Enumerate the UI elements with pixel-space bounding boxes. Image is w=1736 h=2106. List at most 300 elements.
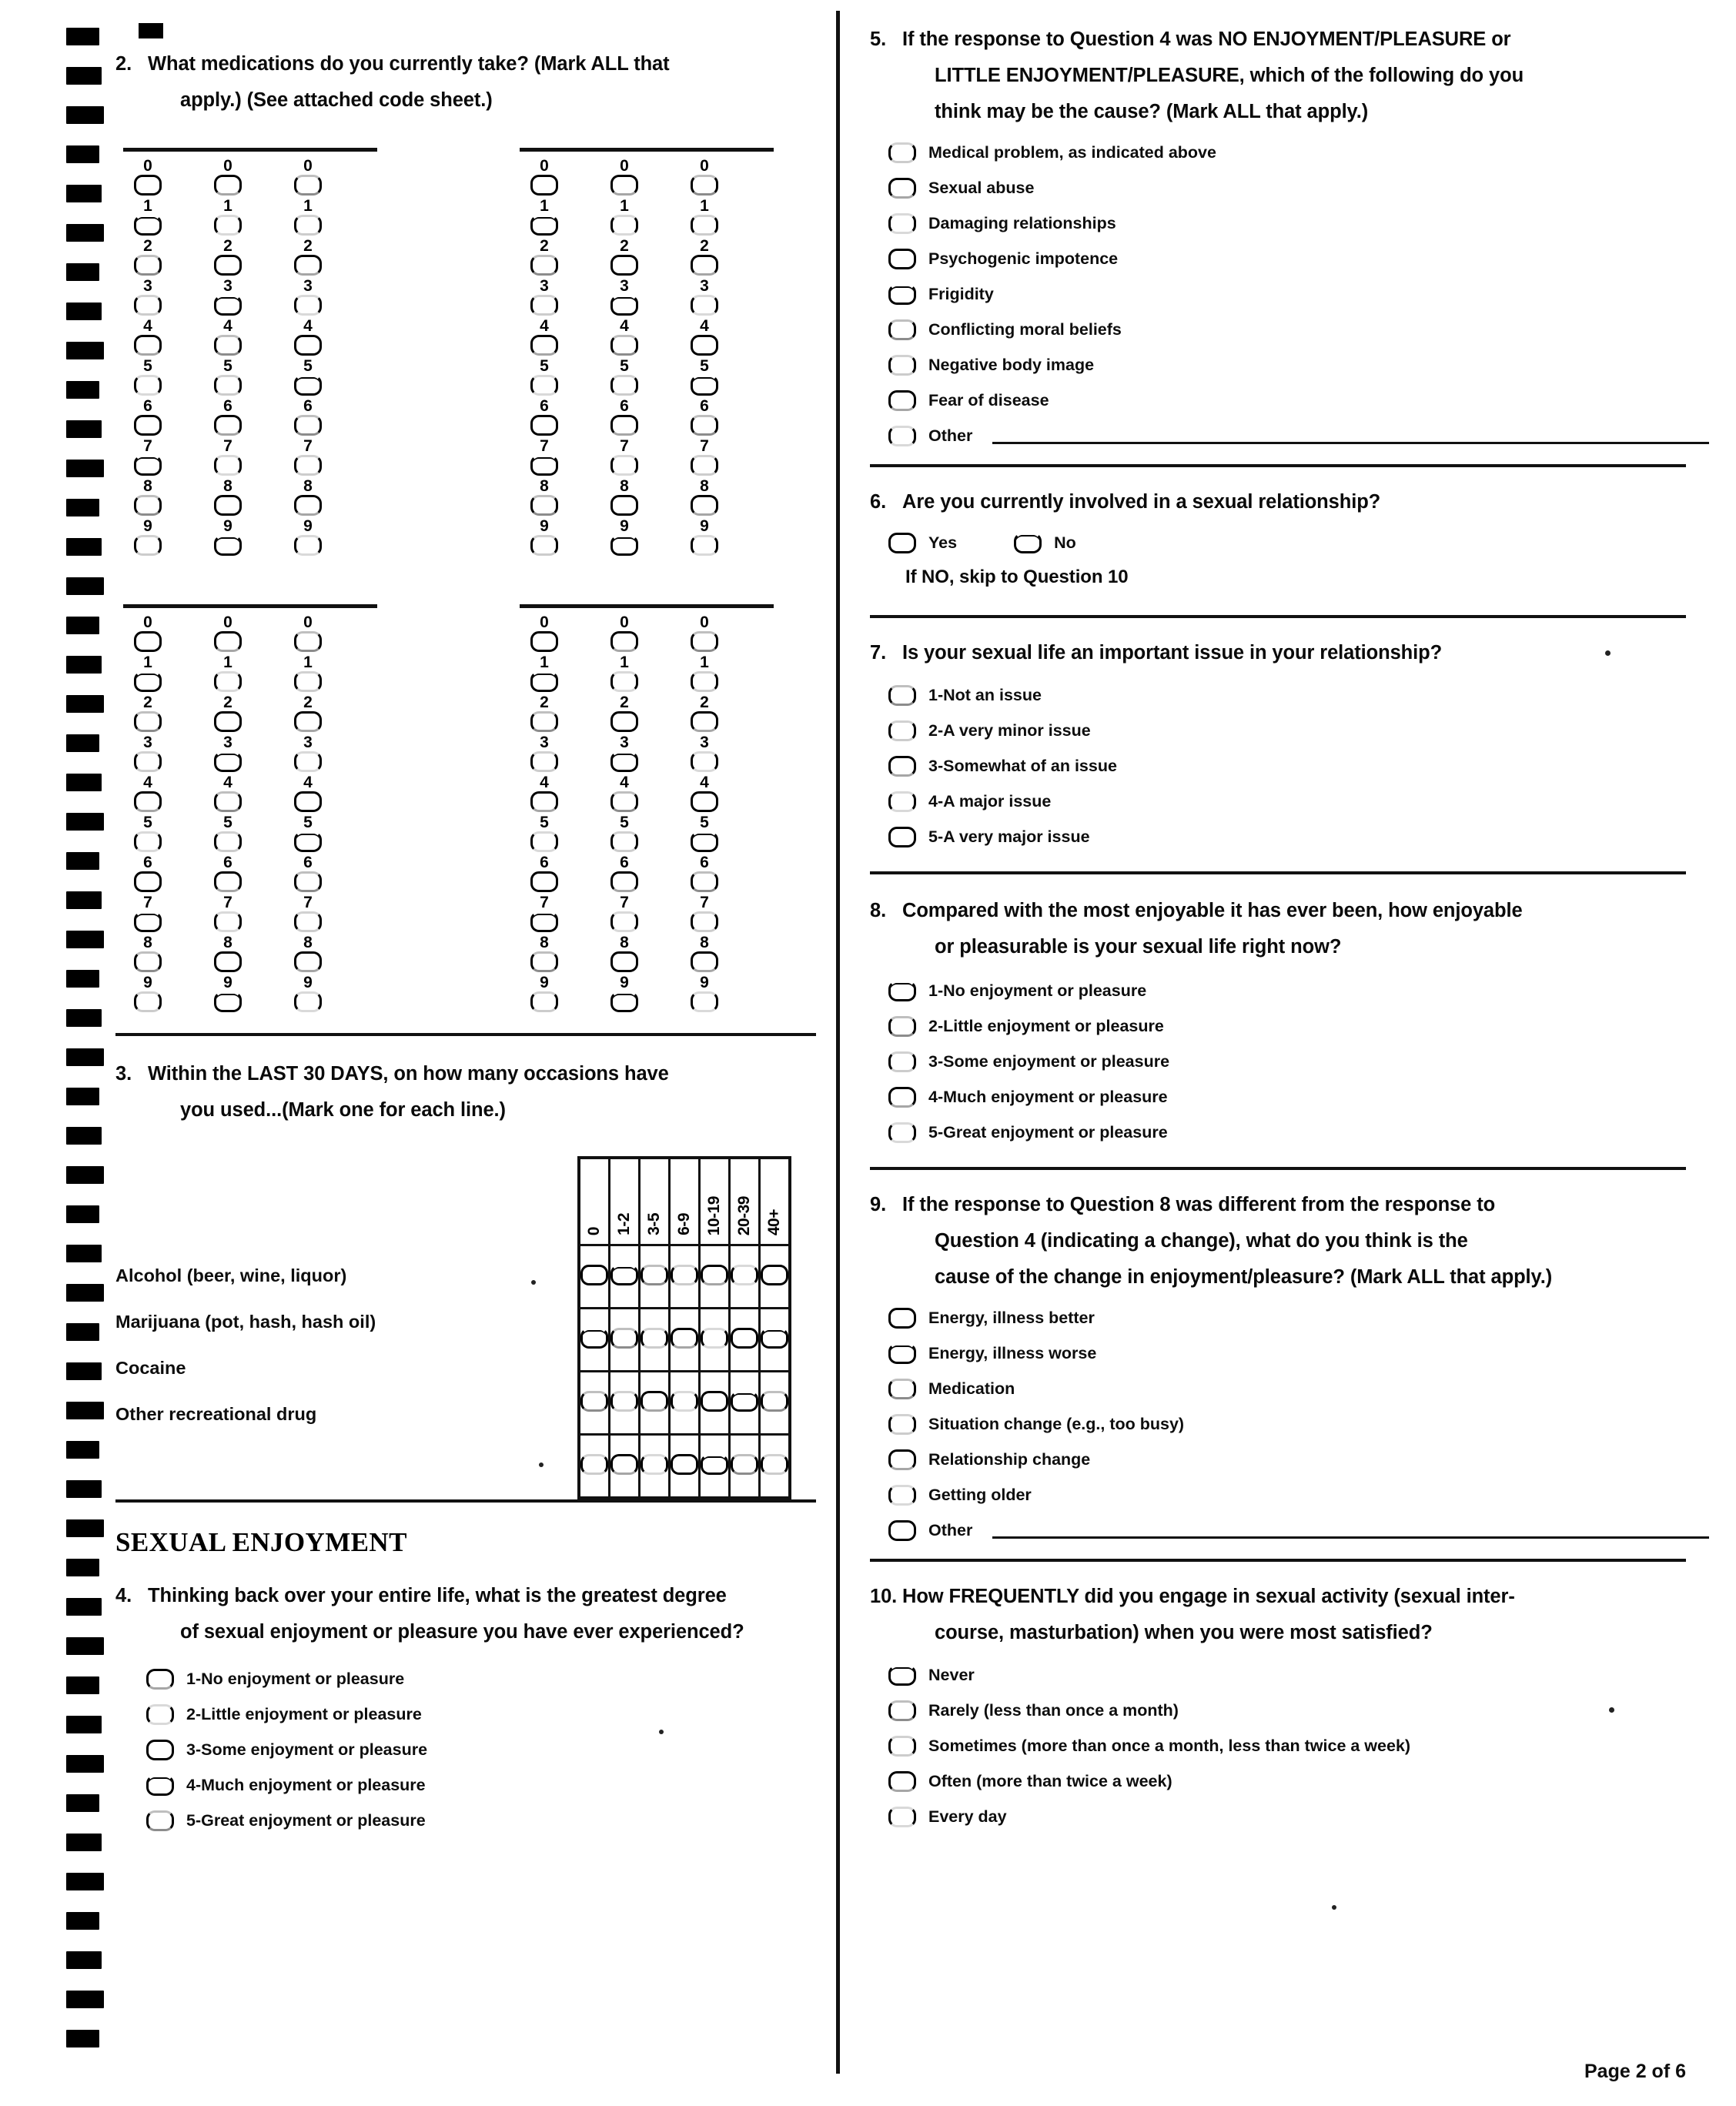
- question-8-option-bubble-5[interactable]: [888, 1122, 916, 1143]
- question-9-option-2[interactable]: [888, 1342, 1709, 1365]
- question-5-option-4[interactable]: [888, 247, 1709, 270]
- frequency-cell[interactable]: [700, 1372, 730, 1435]
- bubble-digit-6[interactable]: [691, 871, 718, 892]
- question-10-option-bubble-3[interactable]: [888, 1736, 916, 1757]
- bubble-digit-8[interactable]: [294, 951, 322, 972]
- question-9-option-5[interactable]: [888, 1448, 1709, 1471]
- bubble-digit-label: 3: [223, 277, 232, 295]
- bubble-digit-3[interactable]: [530, 751, 558, 772]
- question-9-option-bubble-6[interactable]: [888, 1485, 916, 1506]
- bubble-digit-3[interactable]: [214, 295, 242, 316]
- bubble-digit-6[interactable]: [610, 415, 638, 436]
- bubble-digit-4[interactable]: [134, 335, 162, 356]
- question-5-option-7[interactable]: [888, 353, 1709, 376]
- frequency-bubble[interactable]: [761, 1328, 788, 1349]
- question-5-option-8[interactable]: [888, 389, 1709, 412]
- question-5-option-label-9: Other: [928, 426, 973, 445]
- question-10-line-2: course, masturbation) when you were most satisfied?: [935, 1622, 1433, 1643]
- bubble-digit-label: 2: [700, 694, 709, 711]
- separator-after-q2: [115, 1033, 816, 1036]
- frequency-cell[interactable]: [760, 1245, 791, 1309]
- bubble-digit-9[interactable]: [294, 535, 322, 556]
- bubble-digit-8[interactable]: [214, 495, 242, 516]
- bubble-digit-2[interactable]: [214, 711, 242, 732]
- bubble-digit-8[interactable]: [530, 495, 558, 516]
- bubble-digit-label: 0: [223, 613, 232, 631]
- frequency-bubble[interactable]: [580, 1454, 608, 1475]
- question-4-option-bubble-1[interactable]: [146, 1669, 174, 1690]
- bubble-digit-6[interactable]: [134, 415, 162, 436]
- question-7-option-bubble-4[interactable]: [888, 791, 916, 812]
- bubble-digit-0[interactable]: [214, 631, 242, 652]
- bubble-digit-label: 1: [540, 654, 549, 671]
- question-10-option-1[interactable]: [888, 1663, 1709, 1686]
- bubble-digit-1[interactable]: [610, 671, 638, 692]
- frequency-bubble[interactable]: [641, 1265, 668, 1285]
- bubble-digit-1[interactable]: [214, 671, 242, 692]
- question-7-option-bubble-2[interactable]: [888, 720, 916, 741]
- bubble-digit-8[interactable]: [610, 495, 638, 516]
- frequency-bubble[interactable]: [580, 1328, 608, 1349]
- question-5-option-1[interactable]: [888, 141, 1709, 164]
- bubble-digit-8[interactable]: [691, 495, 718, 516]
- frequency-cell[interactable]: [640, 1309, 670, 1372]
- bubble-digit-4[interactable]: [134, 791, 162, 812]
- bubble-digit-3[interactable]: [294, 295, 322, 316]
- bubble-digit-7[interactable]: [134, 911, 162, 932]
- question-9-option-bubble-7[interactable]: [888, 1520, 916, 1541]
- bubble-digit-2[interactable]: [134, 255, 162, 276]
- frequency-cell[interactable]: [579, 1372, 610, 1435]
- question-5-option-5[interactable]: [888, 282, 1709, 306]
- question-8-option-bubble-3[interactable]: [888, 1051, 916, 1072]
- question-9-option-7[interactable]: [888, 1519, 1709, 1542]
- timing-mark: [66, 695, 104, 713]
- question-6-option-1[interactable]: [888, 531, 957, 554]
- bubble-digit-9[interactable]: [610, 991, 638, 1012]
- question-7-option-5[interactable]: [888, 825, 1709, 848]
- question-5-option-9[interactable]: [888, 424, 1709, 447]
- bubble-digit-6[interactable]: [530, 871, 558, 892]
- question-5-option-bubble-1[interactable]: [888, 142, 916, 163]
- bubble-digit-3[interactable]: [134, 751, 162, 772]
- question-8-option-2[interactable]: [888, 1015, 1709, 1038]
- frequency-cell[interactable]: [610, 1372, 640, 1435]
- question-7-option-2[interactable]: [888, 719, 1709, 742]
- question-10-option-bubble-1[interactable]: [888, 1665, 916, 1686]
- frequency-bubble[interactable]: [701, 1265, 728, 1285]
- bubble-digit-0[interactable]: [610, 631, 638, 652]
- frequency-cell[interactable]: [579, 1435, 610, 1499]
- timing-mark: [66, 1951, 102, 1969]
- bubble-digit-6[interactable]: [294, 415, 322, 436]
- frequency-bubble[interactable]: [701, 1328, 728, 1349]
- question-6-option-bubble-2[interactable]: [1014, 533, 1042, 553]
- bubble-digit-4[interactable]: [530, 791, 558, 812]
- bubble-digit-6[interactable]: [530, 415, 558, 436]
- bubble-digit-4[interactable]: [691, 791, 718, 812]
- bubble-digit-3[interactable]: [691, 295, 718, 316]
- frequency-cell[interactable]: [610, 1435, 640, 1499]
- question-9-option-bubble-5[interactable]: [888, 1449, 916, 1470]
- bubble-digit-9[interactable]: [691, 535, 718, 556]
- question-10-option-2[interactable]: [888, 1699, 1709, 1722]
- bubble-digit-7[interactable]: [691, 455, 718, 476]
- frequency-cell[interactable]: [610, 1309, 640, 1372]
- question-9-option-bubble-3[interactable]: [888, 1379, 916, 1399]
- frequency-cell[interactable]: [700, 1309, 730, 1372]
- bubble-digit-5[interactable]: [214, 831, 242, 852]
- frequency-cell[interactable]: [670, 1309, 700, 1372]
- frequency-bubble[interactable]: [671, 1391, 698, 1412]
- frequency-column-header: [640, 1158, 670, 1245]
- frequency-bubble[interactable]: [610, 1391, 638, 1412]
- question-5-option-2[interactable]: [888, 176, 1709, 199]
- bubble-digit-1[interactable]: [691, 671, 718, 692]
- bubble-digit-7[interactable]: [610, 911, 638, 932]
- frequency-bubble[interactable]: [610, 1328, 638, 1349]
- question-4-option-5[interactable]: [146, 1809, 824, 1832]
- bubble-digit-1[interactable]: [294, 671, 322, 692]
- frequency-cell[interactable]: [730, 1435, 760, 1499]
- bubble-digit-6[interactable]: [134, 871, 162, 892]
- question-6-option-2[interactable]: [1014, 531, 1076, 554]
- bubble-digit-label: 8: [143, 934, 152, 951]
- bubble-digit-6[interactable]: [214, 415, 242, 436]
- frequency-bubble[interactable]: [761, 1454, 788, 1475]
- bubble-digit-7[interactable]: [214, 911, 242, 932]
- question-10-option-bubble-5[interactable]: [888, 1807, 916, 1827]
- question-8-option-4[interactable]: [888, 1085, 1709, 1108]
- question-7-options: [888, 684, 1709, 848]
- timing-mark: [66, 420, 102, 438]
- bubble-digit-2[interactable]: [530, 255, 558, 276]
- question-6-option-label-2: No: [1054, 533, 1076, 552]
- frequency-cell[interactable]: [670, 1435, 700, 1499]
- bubble-digit-label: 2: [143, 694, 152, 711]
- frequency-bubble[interactable]: [671, 1328, 698, 1349]
- frequency-cell[interactable]: [640, 1245, 670, 1309]
- frequency-column-header: [579, 1158, 610, 1245]
- bubble-digit-9[interactable]: [530, 535, 558, 556]
- bubble-digit-0[interactable]: [691, 175, 718, 196]
- question-4-option-bubble-5[interactable]: [146, 1810, 174, 1831]
- question-7-option-1[interactable]: [888, 684, 1709, 707]
- bubble-digit-0[interactable]: [294, 631, 322, 652]
- frequency-bubble[interactable]: [671, 1265, 698, 1285]
- bubble-digit-label: 7: [223, 437, 232, 455]
- bubble-digit-0[interactable]: [530, 631, 558, 652]
- bubble-digit-8[interactable]: [294, 495, 322, 516]
- bubble-digit-4[interactable]: [294, 791, 322, 812]
- question-9-options: [888, 1306, 1709, 1542]
- bubble-digit-1[interactable]: [691, 215, 718, 236]
- bubble-digit-9[interactable]: [691, 991, 718, 1012]
- question-8-option-bubble-2[interactable]: [888, 1016, 916, 1037]
- other-write-in-line[interactable]: [992, 442, 1709, 444]
- bubble-digit-9[interactable]: [530, 991, 558, 1012]
- question-9-option-3[interactable]: [888, 1377, 1709, 1400]
- bubble-digit-label: 9: [223, 974, 232, 991]
- bubble-digit-5[interactable]: [294, 375, 322, 396]
- bubble-digit-5[interactable]: [214, 375, 242, 396]
- bubble-digit-4[interactable]: [610, 335, 638, 356]
- q2-grid-row-bottom: [115, 604, 824, 1013]
- question-7-option-bubble-1[interactable]: [888, 685, 916, 706]
- question-5-option-bubble-5[interactable]: [888, 284, 916, 305]
- bubble-digit-1[interactable]: [294, 215, 322, 236]
- bubble-digit-8[interactable]: [134, 951, 162, 972]
- bubble-digit-label: 8: [223, 477, 232, 495]
- question-9-option-bubble-4[interactable]: [888, 1414, 916, 1435]
- bubble-digit-2[interactable]: [294, 711, 322, 732]
- bubble-digit-8[interactable]: [214, 951, 242, 972]
- frequency-cell[interactable]: [730, 1309, 760, 1372]
- bubble-digit-3[interactable]: [530, 295, 558, 316]
- bubble-digit-0[interactable]: [530, 175, 558, 196]
- bubble-digit-label: 8: [620, 477, 629, 495]
- question-5-option-bubble-4[interactable]: [888, 249, 916, 269]
- question-10-heading: [870, 1579, 1709, 1651]
- grid-columns: [115, 613, 427, 1013]
- question-9-option-bubble-2[interactable]: [888, 1343, 916, 1364]
- question-7-option-4[interactable]: [888, 790, 1709, 813]
- bubble-digit-5[interactable]: [691, 375, 718, 396]
- bubble-digit-5[interactable]: [610, 375, 638, 396]
- bubble-digit-2[interactable]: [691, 711, 718, 732]
- question-8-option-bubble-1[interactable]: [888, 981, 916, 1001]
- question-7-option-bubble-3[interactable]: [888, 756, 916, 777]
- bubble-digit-3[interactable]: [610, 295, 638, 316]
- question-6-option-bubble-1[interactable]: [888, 533, 916, 553]
- question-4-option-2[interactable]: [146, 1703, 824, 1726]
- bubble-digit-8[interactable]: [610, 951, 638, 972]
- bubble-digit-8[interactable]: [134, 495, 162, 516]
- bubble-digit-2[interactable]: [134, 711, 162, 732]
- frequency-bubble[interactable]: [701, 1391, 728, 1412]
- frequency-bubble[interactable]: [580, 1391, 608, 1412]
- grid-rule: [520, 148, 774, 152]
- question-4-option-3[interactable]: [146, 1738, 824, 1761]
- bubble-digit-7[interactable]: [530, 911, 558, 932]
- question-10-option-3[interactable]: [888, 1734, 1709, 1757]
- frequency-bubble[interactable]: [641, 1454, 668, 1475]
- question-8-option-5[interactable]: [888, 1121, 1709, 1144]
- bubble-digit-9[interactable]: [134, 535, 162, 556]
- bubble-digit-0[interactable]: [691, 631, 718, 652]
- timing-mark: [66, 1716, 102, 1733]
- bubble-digit-9[interactable]: [214, 991, 242, 1012]
- bubble-digit-5[interactable]: [610, 831, 638, 852]
- frequency-bubble[interactable]: [580, 1265, 608, 1285]
- question-5-option-3[interactable]: [888, 212, 1709, 235]
- bubble-digit-5[interactable]: [530, 831, 558, 852]
- bubble-digit-7[interactable]: [134, 455, 162, 476]
- frequency-bubble[interactable]: [671, 1454, 698, 1475]
- frequency-cell[interactable]: [640, 1372, 670, 1435]
- bubble-digit-2[interactable]: [214, 255, 242, 276]
- question-8-option-bubble-4[interactable]: [888, 1087, 916, 1108]
- bubble-digit-0[interactable]: [134, 175, 162, 196]
- bubble-digit-4[interactable]: [214, 791, 242, 812]
- bubble-digit-3[interactable]: [610, 751, 638, 772]
- bubble-digit-9[interactable]: [610, 535, 638, 556]
- bubble-digit-9[interactable]: [294, 991, 322, 1012]
- bubble-digit-9[interactable]: [134, 991, 162, 1012]
- question-5-option-bubble-9[interactable]: [888, 426, 916, 446]
- bubble-digit-1[interactable]: [530, 671, 558, 692]
- frequency-bubble[interactable]: [761, 1265, 788, 1285]
- bubble-digit-6[interactable]: [691, 415, 718, 436]
- bubble-digit-4[interactable]: [214, 335, 242, 356]
- other-write-in-line[interactable]: [992, 1536, 1709, 1539]
- bubble-digit-0[interactable]: [214, 175, 242, 196]
- question-10-option-4[interactable]: [888, 1770, 1709, 1793]
- frequency-cell[interactable]: [730, 1245, 760, 1309]
- question-5-option-6[interactable]: [888, 318, 1709, 341]
- question-7-option-bubble-5[interactable]: [888, 827, 916, 847]
- bubble-digit-4[interactable]: [691, 335, 718, 356]
- scan-speck: [1332, 1905, 1336, 1910]
- frequency-bubble[interactable]: [731, 1265, 758, 1285]
- question-10-option-bubble-2[interactable]: [888, 1700, 916, 1721]
- bubble-digit-5[interactable]: [294, 831, 322, 852]
- question-9-option-bubble-1[interactable]: [888, 1308, 916, 1329]
- bubble-digit-0[interactable]: [610, 175, 638, 196]
- question-8-option-1[interactable]: [888, 979, 1709, 1002]
- frequency-bubble[interactable]: [731, 1328, 758, 1349]
- bubble-digit-4[interactable]: [530, 335, 558, 356]
- question-5-option-bubble-2[interactable]: [888, 178, 916, 199]
- bubble-digit-7[interactable]: [530, 455, 558, 476]
- question-9-option-6[interactable]: [888, 1483, 1709, 1506]
- question-7-option-3[interactable]: [888, 754, 1709, 777]
- question-4-option-4[interactable]: [146, 1773, 824, 1797]
- frequency-cell[interactable]: [670, 1372, 700, 1435]
- question-5-option-bubble-8[interactable]: [888, 390, 916, 411]
- bubble-digit-7[interactable]: [691, 911, 718, 932]
- question-9-option-4[interactable]: [888, 1412, 1709, 1436]
- question-4-option-bubble-2[interactable]: [146, 1704, 174, 1725]
- frequency-cell[interactable]: [760, 1309, 791, 1372]
- bubble-digit-4[interactable]: [294, 335, 322, 356]
- frequency-cell[interactable]: [760, 1372, 791, 1435]
- bubble-digit-8[interactable]: [691, 951, 718, 972]
- bubble-digit-label: 0: [223, 157, 232, 175]
- bubble-digit-3[interactable]: [294, 751, 322, 772]
- bubble-digit-label: 3: [540, 734, 549, 751]
- bubble-digit-1[interactable]: [610, 215, 638, 236]
- bubble-digit-1[interactable]: [530, 215, 558, 236]
- frequency-bubble[interactable]: [701, 1454, 728, 1475]
- frequency-cell[interactable]: [730, 1372, 760, 1435]
- bubble-digit-7[interactable]: [214, 455, 242, 476]
- frequency-cell[interactable]: [640, 1435, 670, 1499]
- bubble-digit-6[interactable]: [214, 871, 242, 892]
- bubble-digit-2[interactable]: [530, 711, 558, 732]
- question-5-option-bubble-6[interactable]: [888, 319, 916, 340]
- frequency-column-header-label: 10-19: [705, 1195, 723, 1235]
- bubble-digit-4[interactable]: [610, 791, 638, 812]
- question-5-option-bubble-3[interactable]: [888, 213, 916, 234]
- bubble-digit-5[interactable]: [134, 375, 162, 396]
- bubble-grid-column: [214, 156, 242, 557]
- bubble-digit-5[interactable]: [691, 831, 718, 852]
- bubble-digit-5[interactable]: [134, 831, 162, 852]
- question-8-options: [888, 979, 1709, 1144]
- frequency-bubble[interactable]: [641, 1391, 668, 1412]
- bubble-digit-1[interactable]: [134, 671, 162, 692]
- bubble-digit-label: 2: [143, 237, 152, 255]
- bubble-digit-7[interactable]: [294, 911, 322, 932]
- frequency-bubble[interactable]: [731, 1454, 758, 1475]
- bubble-digit-3[interactable]: [691, 751, 718, 772]
- question-9-option-label-1: Energy, illness better: [928, 1309, 1095, 1327]
- frequency-bubble[interactable]: [610, 1454, 638, 1475]
- frequency-bubble[interactable]: [761, 1391, 788, 1412]
- bubble-digit-2[interactable]: [691, 255, 718, 276]
- scan-speck: [539, 1462, 544, 1467]
- question-5-line-2: LITTLE ENJOYMENT/PLEASURE, which of the following do you: [935, 65, 1524, 86]
- bubble-digit-2[interactable]: [610, 711, 638, 732]
- frequency-cell[interactable]: [760, 1435, 791, 1499]
- question-8-option-3[interactable]: [888, 1050, 1709, 1073]
- frequency-cell[interactable]: [579, 1309, 610, 1372]
- question-5-option-bubble-7[interactable]: [888, 355, 916, 376]
- frequency-bubble[interactable]: [641, 1328, 668, 1349]
- bubble-digit-label: 9: [303, 974, 313, 991]
- bubble-digit-label: 4: [540, 317, 549, 335]
- bubble-digit-0[interactable]: [134, 631, 162, 652]
- bubble-digit-1[interactable]: [134, 215, 162, 236]
- timing-mark: [66, 970, 99, 988]
- bubble-digit-7[interactable]: [294, 455, 322, 476]
- q2-grid-block-4: [512, 604, 824, 1013]
- frequency-cell[interactable]: [700, 1245, 730, 1309]
- bubble-digit-7[interactable]: [610, 455, 638, 476]
- bubble-digit-label: 0: [700, 157, 709, 175]
- bubble-digit-2[interactable]: [294, 255, 322, 276]
- bubble-digit-2[interactable]: [610, 255, 638, 276]
- timing-mark: [66, 1794, 99, 1812]
- timing-mark: [66, 774, 102, 791]
- question-4-option-1[interactable]: [146, 1667, 824, 1690]
- bubble-digit-3[interactable]: [214, 751, 242, 772]
- bubble-digit-5[interactable]: [530, 375, 558, 396]
- left-column: [115, 15, 824, 2094]
- frequency-cell[interactable]: [579, 1245, 610, 1309]
- frequency-bubble[interactable]: [610, 1265, 638, 1285]
- section-heading-sexual-enjoyment: SEXUAL ENJOYMENT: [115, 1527, 407, 1557]
- question-4-option-bubble-3[interactable]: [146, 1740, 174, 1760]
- question-10-option-bubble-4[interactable]: [888, 1771, 916, 1792]
- frequency-cell[interactable]: [610, 1245, 640, 1309]
- question-4-option-bubble-4[interactable]: [146, 1775, 174, 1796]
- question-9-option-1[interactable]: [888, 1306, 1709, 1329]
- bubble-digit-0[interactable]: [294, 175, 322, 196]
- timing-mark: [66, 28, 99, 45]
- frequency-cell[interactable]: [700, 1435, 730, 1499]
- bubble-digit-6[interactable]: [294, 871, 322, 892]
- bubble-digit-1[interactable]: [214, 215, 242, 236]
- question-10-option-5[interactable]: [888, 1805, 1709, 1828]
- frequency-cell[interactable]: [670, 1245, 700, 1309]
- bubble-digit-6[interactable]: [610, 871, 638, 892]
- bubble-digit-3[interactable]: [134, 295, 162, 316]
- frequency-bubble[interactable]: [731, 1391, 758, 1412]
- bubble-digit-9[interactable]: [214, 535, 242, 556]
- bubble-digit-8[interactable]: [530, 951, 558, 972]
